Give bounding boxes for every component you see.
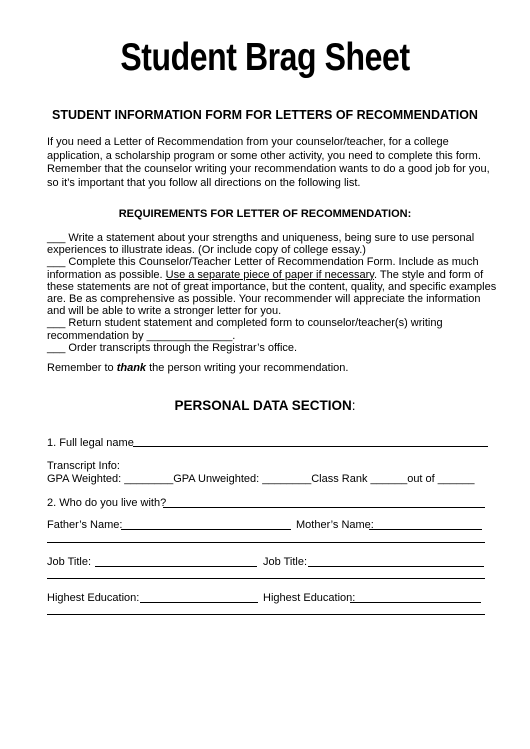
gpa-line: GPA Weighted: ________GPA Unweighted: ________Class Rank ______out of ______ (47, 473, 475, 485)
personal-data-heading (0, 398, 530, 413)
requirements-heading: REQUIREMENTS FOR LETTER OF RECOMMENDATION: (118, 208, 412, 220)
form-subtitle: STUDENT INFORMATION FORM FOR LETTERS OF RECOMMENDATION (52, 108, 478, 122)
live-with-label: 2. Who do you live with? (47, 497, 167, 509)
mothers-name-field[interactable] (369, 529, 482, 530)
personal-data-heading-text: PERSONAL DATA SECTION (174, 398, 352, 413)
requirement-form-text-cont: . The style and form of these statements are not of great importance, but the content, quality, and specific examples are. Be as comprehensive as possible. Your recommender will appreciate the information and will be able to write a stronger letter for you. (47, 268, 497, 318)
legal-name-label: 1. Full legal name (47, 437, 134, 449)
parents-extra-line[interactable] (47, 542, 485, 543)
page-title: Student Brag Sheet (120, 36, 410, 79)
legal-name-field[interactable] (133, 446, 488, 447)
job-extra-line[interactable] (47, 578, 485, 579)
education-extra-line[interactable] (47, 614, 485, 615)
mother-education-field[interactable] (350, 602, 481, 603)
requirement-form-text: ___ Complete this Counselor/Teacher Letter of Recommendation Form. Include as much information as possible. (47, 256, 479, 281)
intro-paragraph: If you need a Letter of Recommendation from your counselor/teacher, for a college application, a scholarship program or some other activity, you need to complete this form. Remember that the counselor writing your recommendation wants to do a good job for you, so it’s important that you follow all directions on the following list. (47, 136, 490, 189)
remember-emphasis: thank (116, 362, 147, 374)
personal-data-heading-colon: : (351, 398, 356, 413)
requirements-list (47, 232, 497, 354)
requirement-transcripts: ___ Order transcripts through the Registrar’s office. (47, 341, 298, 354)
mothers-name-label: Mother’s Name: (296, 519, 374, 531)
transcript-info-label: Transcript Info: (47, 460, 120, 472)
remember-note (47, 362, 497, 374)
fathers-name-label: Father’s Name: (47, 519, 123, 531)
remember-text: Remember to (47, 362, 117, 374)
mother-job-title-field[interactable] (308, 566, 484, 567)
father-education-label: Highest Education: (47, 592, 140, 604)
father-job-title-label: Job Title: (47, 556, 92, 568)
mother-education-label: Highest Education: (263, 592, 356, 604)
requirement-return: ___ Return student statement and completed form to counselor/teacher(s) writing recommendation by ______________. (47, 317, 443, 342)
requirement-form (47, 256, 497, 317)
mother-job-title-label: Job Title: (263, 556, 308, 568)
father-education-field[interactable] (140, 602, 258, 603)
live-with-field[interactable] (163, 507, 485, 508)
requirement-form-underlined: Use a separate piece of paper if necessary (165, 268, 374, 281)
requirement-statement: ___ Write a statement about your strengths and uniqueness, being sure to use personal experiences to illustrate ideas. (Or include copy of college essay.) (47, 232, 475, 257)
fathers-name-field[interactable] (121, 529, 291, 530)
father-job-title-field[interactable] (95, 566, 257, 567)
remember-text-end: the person writing your recommendation. (146, 362, 349, 374)
